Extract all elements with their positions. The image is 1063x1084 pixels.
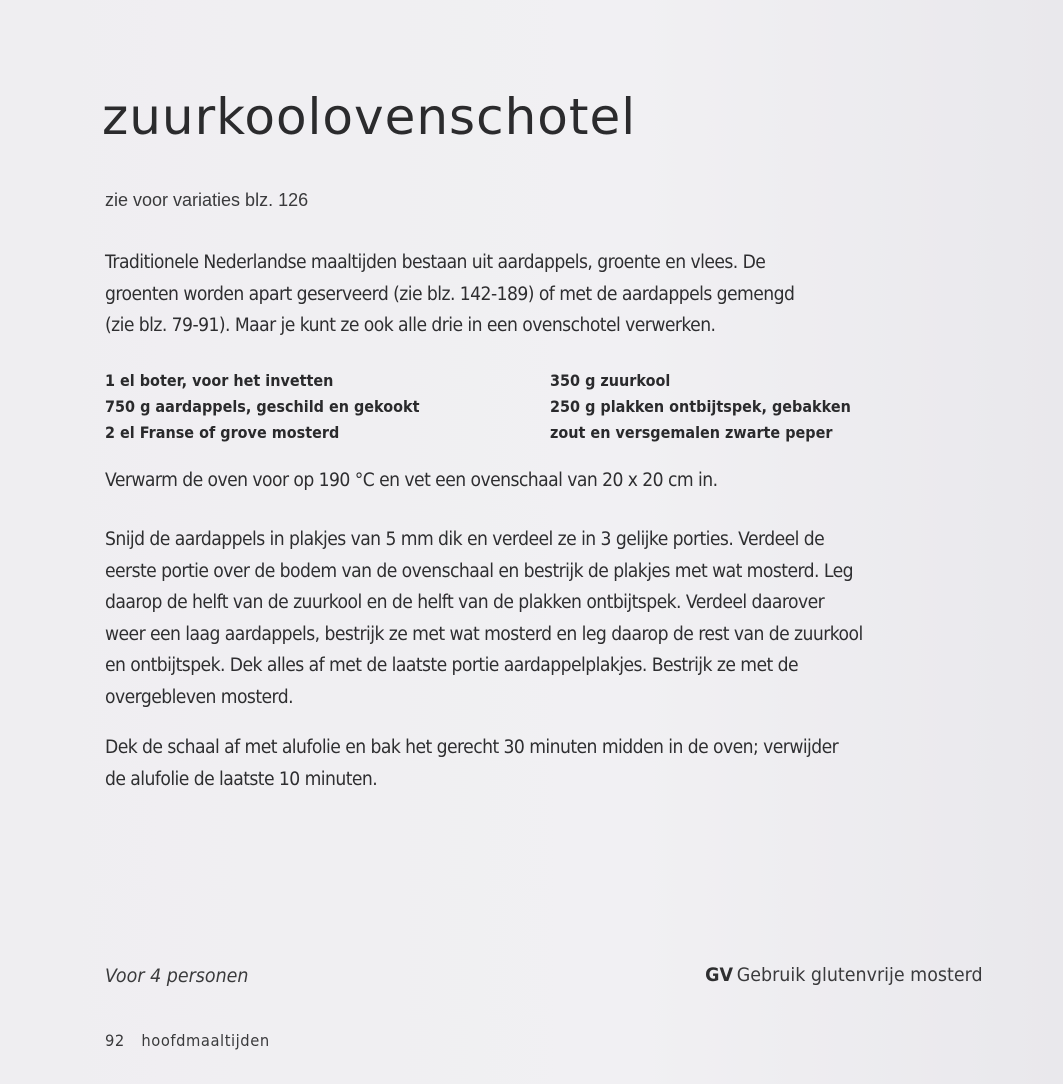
ingredients-list: [105, 368, 905, 446]
ingredient-item: 2 el Franse of grove mosterd: [105, 423, 340, 442]
step-bake: [105, 732, 970, 795]
gluten-free-note: [706, 964, 983, 986]
step-line: daarop de helft van de zuurkool en de helft van de plakken ontbijtspek. Verdeel daarover: [105, 592, 825, 613]
step-line: overgebleven mosterd.: [105, 686, 294, 708]
step-line: Verwarm de oven voor op 190 °C en vet een ovenschaal van 20 x 20 cm in.: [105, 470, 718, 491]
ingredient-item: 750 g aardappels, geschild en gekookt: [105, 397, 420, 416]
intro-line: groenten worden apart geserveerd (zie blz. 142-189) of met de aardappels gemengd: [105, 283, 795, 305]
step-line: de alufolie de laatste 10 minuten.: [105, 768, 378, 790]
servings-note: Voor 4 personen: [105, 965, 249, 987]
step-line: Snijd de aardappels in plakjes van 5 mm dik en verdeel ze in 3 gelijke porties. Verdeel de: [105, 529, 825, 550]
variation-reference: zie voor variaties blz. 126: [105, 190, 309, 210]
page-footer: [105, 1031, 270, 1050]
step-line: weer een laag aardappels, bestrijk ze met wat mosterd en leg daarop de rest van de zuurkool: [105, 623, 863, 645]
ingredient-item: 1 el boter, voor het invetten: [105, 371, 334, 390]
step-line: Dek de schaal af met alufolie en bak het gerecht 30 minuten midden in de oven; verwijder: [105, 737, 839, 758]
step-line: en ontbijtspek. Dek alles af met de laatste portie aardappelplakjes. Bestrijk ze met de: [105, 655, 798, 676]
page-number: 92: [105, 1031, 125, 1050]
gluten-free-badge: GV: [705, 964, 734, 986]
step-line: eerste portie over de bodem van de ovenschaal en bestrijk de plakjes met wat mosterd. Leg: [105, 560, 853, 582]
section-name: hoofdmaaltijden: [141, 1031, 270, 1050]
intro-line: (zie blz. 79-91). Maar je kunt ze ook alle drie in een ovenschotel verwerken.: [105, 315, 716, 336]
recipe-title: zuurkoolovenschotel: [102, 88, 637, 146]
ingredient-item: 250 g plakken ontbijtspek, gebakken: [550, 397, 851, 416]
ingredient-item: zout en versgemalen zwarte peper: [550, 423, 833, 442]
gluten-free-text: Gebruik glutenvrije mosterd: [737, 964, 983, 986]
ingredients-column-left: [105, 368, 506, 446]
recipe-intro: [105, 247, 905, 342]
ingredient-item: 350 g zuurkool: [550, 371, 671, 390]
step-layering: [105, 524, 970, 713]
intro-line: Traditionele Nederlandse maaltijden bestaan uit aardappels, groente en vlees. De: [105, 252, 766, 273]
step-preheat-oven: [105, 465, 970, 497]
ingredients-column-right: [550, 368, 851, 446]
